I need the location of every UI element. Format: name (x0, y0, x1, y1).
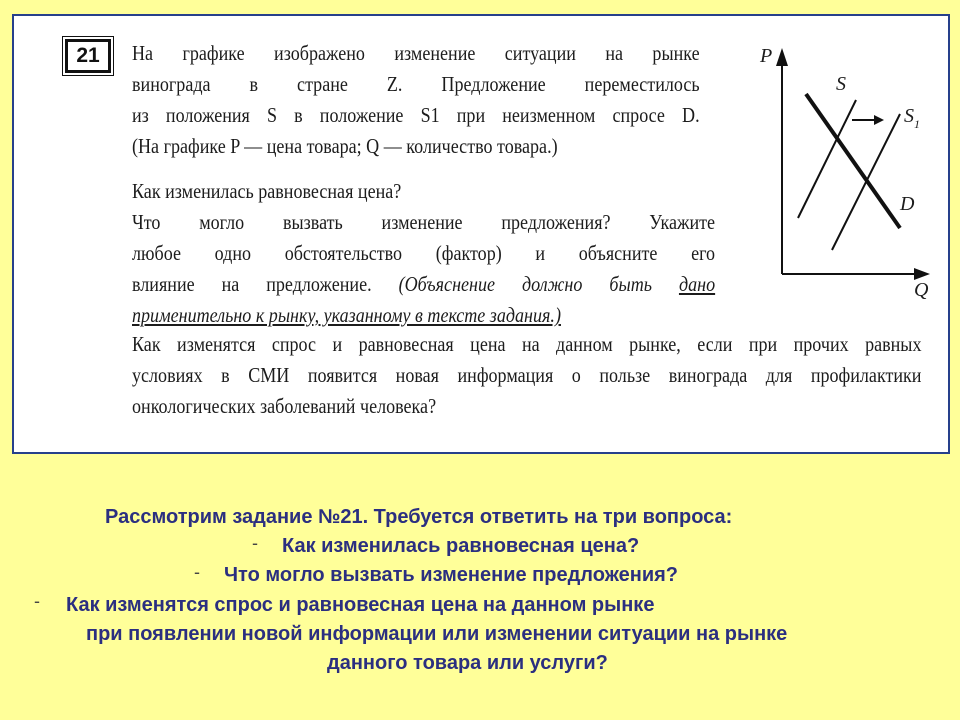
supply-line-s (798, 100, 856, 218)
explanation-underlined-line: применительно к рынку, указанному в тексте задания.) (132, 303, 561, 327)
summary-continuation: данного товара или услуги? (327, 652, 608, 674)
explanation-note: (Объяснение должно быть (398, 272, 652, 296)
s1-subscript: 1 (914, 117, 920, 131)
task-line: винограда в стране Z. Предложение переместилось (132, 72, 700, 96)
summary-item: Что могло вызвать изменение предложения? (224, 564, 678, 586)
task-line: (На графике P — цена товара; Q — количество товара.) (132, 134, 558, 158)
d-label: D (900, 193, 915, 215)
p-axis-label: P (760, 45, 773, 67)
influence-text: влияние на предложение. (132, 272, 372, 296)
task-line: любое одно обстоятельство (фактор) и объясните его (132, 241, 716, 265)
bullet-dash: - (252, 533, 258, 553)
task-line: условиях в СМИ появится новая информация о пользе винограда для профилактики (132, 363, 922, 387)
s1-label (904, 105, 920, 131)
task-line: Как изменилась равновесная цена? (132, 179, 402, 203)
shift-arrow-head (874, 115, 884, 125)
task-paragraph-questions (132, 176, 715, 331)
summary-item: Как изменилась равновесная цена? (282, 535, 640, 557)
task-line: Что могло вызвать изменение предложения? Укажите (132, 210, 716, 234)
summary-continuation: при появлении новой информации или изменении ситуации на рынке (86, 623, 788, 645)
explanation-underlined: дано (678, 272, 716, 296)
task-line: Как изменятся спрос и равновесная цена на данном рынке, если при прочих равных (132, 332, 922, 356)
task-line: онкологических заболеваний человека? (132, 394, 437, 418)
s1-letter: S (904, 105, 914, 127)
supply-demand-graph (750, 42, 950, 306)
bullet-dash: - (194, 562, 200, 582)
summary-item: Как изменятся спрос и равновесная цена на данном рынке (66, 594, 655, 616)
task-line: из положения S в положение S1 при неизменном спросе D. (132, 103, 700, 127)
task-paragraph-media (132, 329, 921, 422)
q-axis-label: Q (914, 279, 929, 301)
task-frame (12, 14, 950, 454)
task-line-influence (132, 269, 715, 300)
task-paragraph-intro (132, 38, 700, 162)
bullet-dash: - (34, 591, 40, 611)
s-label: S (836, 73, 846, 95)
task-number-box: 21 (65, 39, 111, 73)
summary-intro: Рассмотрим задание №21. Требуется ответить на три вопроса: (105, 506, 733, 528)
y-axis-arrow (776, 48, 788, 66)
task-line: На графике изображено изменение ситуации на рынке (132, 41, 700, 65)
